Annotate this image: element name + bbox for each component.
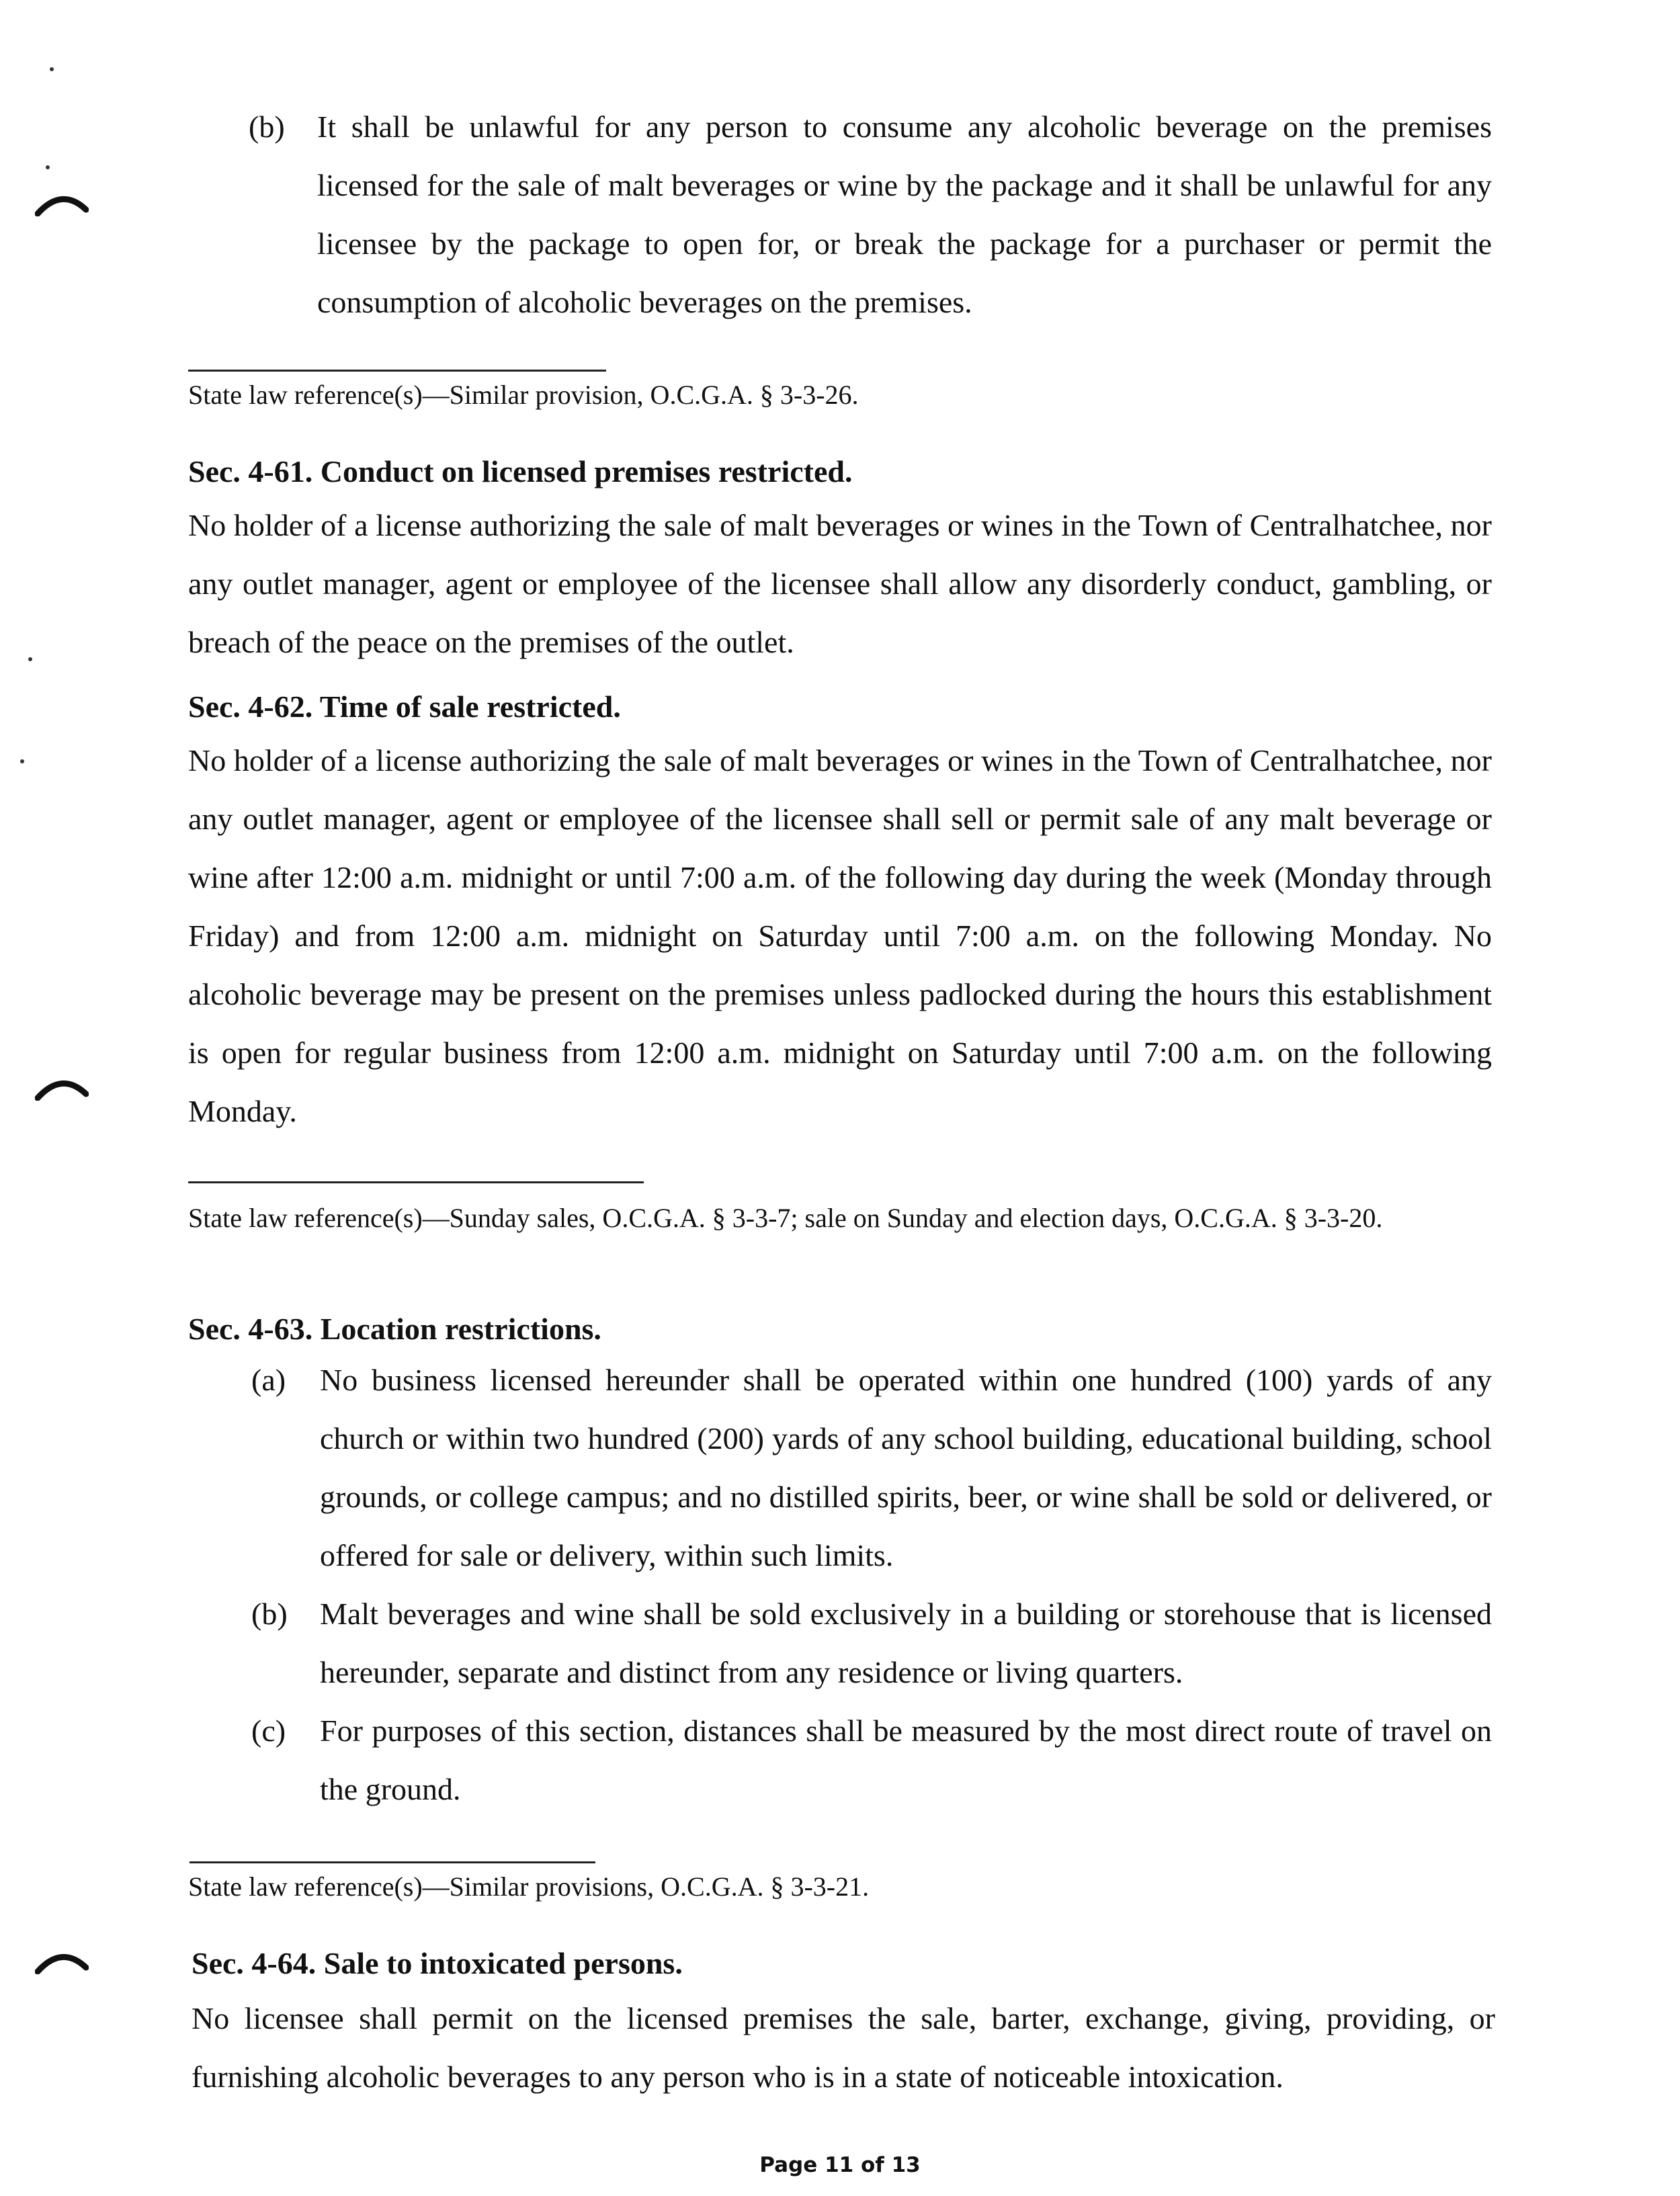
current-page: 11 (825, 2153, 854, 2177)
reference-rule (188, 370, 606, 372)
binder-hole-mark (35, 189, 89, 216)
item-text: Malt beverages and wine shall be sold exclusively in a building or storehouse that is licensed hereunder, separate and distinct from any residence or living quarters. (320, 1597, 1492, 1689)
item-label: (a) (251, 1363, 286, 1397)
reference-rule (188, 1181, 644, 1183)
item-label: (b) (251, 1597, 288, 1631)
section-4-63 (188, 1309, 1492, 1349)
page-number (0, 2153, 1680, 2177)
binder-hole-mark (35, 1074, 89, 1101)
scan-speck (28, 657, 32, 661)
section-heading: Sec. 4-64. Sale to intoxicated persons. (192, 1946, 683, 1980)
total-pages: 13 (891, 2153, 921, 2177)
section-4-62 (188, 687, 1492, 1140)
section-body: No holder of a license authorizing the sale of malt beverages or wines in the Town of Centralhatchee, nor any outlet manager, agent or employee of the licensee shall allow any disorderly conduct, gambling, or breach of the peace on the premises of the outlet. (188, 508, 1492, 659)
state-law-reference (188, 1868, 1492, 1906)
reference-text: State law reference(s)—Similar provision, O.C.G.A. § 3-3-26. (188, 380, 859, 410)
scan-speck (20, 759, 24, 763)
item-label: (c) (251, 1714, 286, 1748)
reference-text: State law reference(s)—Similar provisions, O.C.G.A. § 3-3-21. (188, 1871, 870, 1902)
section-heading: Sec. 4-61. Conduct on licensed premises restricted. (188, 454, 853, 489)
item-text: For purposes of this section, distances shall be measured by the most direct route of travel on the ground. (320, 1714, 1492, 1806)
item-text: It shall be unlawful for any person to consume any alcoholic beverage on the premises licensed for the sale of malt beverages or wine by the package and it shall be unlawful for any licensee by the package to open for, or break the package for a purchaser or permit the consumption of alcoholic beverages on the premises. (317, 110, 1492, 319)
list-item (251, 1701, 1492, 1818)
binder-hole-mark (35, 1947, 89, 1974)
item-label: (b) (249, 110, 285, 144)
list-item (251, 1351, 1492, 1585)
reference-text: State law reference(s)—Sunday sales, O.C.G.A. § 3-3-7; sale on Sunday and election days, O.C.G.A. § 3-3-20. (188, 1203, 1383, 1233)
list-item (251, 1585, 1492, 1701)
scan-speck (46, 165, 50, 169)
list-item (249, 97, 1492, 331)
page-prefix: Page (759, 2153, 825, 2177)
section-body: No licensee shall permit on the licensed premises the sale, barter, exchange, giving, providing, or furnishing alcoholic beverages to any person who is in a state of noticeable intoxication. (192, 2001, 1495, 2094)
page-separator: of (853, 2153, 892, 2177)
section-4-64 (192, 1943, 1495, 2106)
item-text: No business licensed hereunder shall be operated within one hundred (100) yards of any church or within two hundred (200) yards of any school building, educational building, school grounds, or college campus; and no distilled spirits, beer, or wine shall be sold or delivered, or offered for sale or delivery, within such limits. (320, 1363, 1492, 1572)
section-heading: Sec. 4-63. Location restrictions. (188, 1312, 601, 1346)
state-law-reference (188, 1199, 1492, 1237)
section-heading: Sec. 4-62. Time of sale restricted. (188, 689, 621, 724)
location-restrictions-list (251, 1351, 1492, 1818)
subsection-b-top (249, 97, 1492, 331)
section-body: No holder of a license authorizing the sale of malt beverages or wines in the Town of Centralhatchee, nor any outlet manager, agent or employee of the licensee shall sell or permit sale of any malt beverage or wine after 12:00 a.m. midnight or until 7:00 a.m. of the following day during the week (Monday through Friday) and from 12:00 a.m. midnight on Saturday until 7:00 a.m. on the following Monday. No alcoholic beverage may be present on the premises unless padlocked during the hours this establishment is open for regular business from 12:00 a.m. midnight on Saturday until 7:00 a.m. on the following Monday. (188, 743, 1492, 1128)
state-law-reference (188, 376, 1492, 414)
section-4-61 (188, 452, 1492, 671)
scan-speck (50, 67, 54, 71)
reference-rule (190, 1861, 595, 1863)
